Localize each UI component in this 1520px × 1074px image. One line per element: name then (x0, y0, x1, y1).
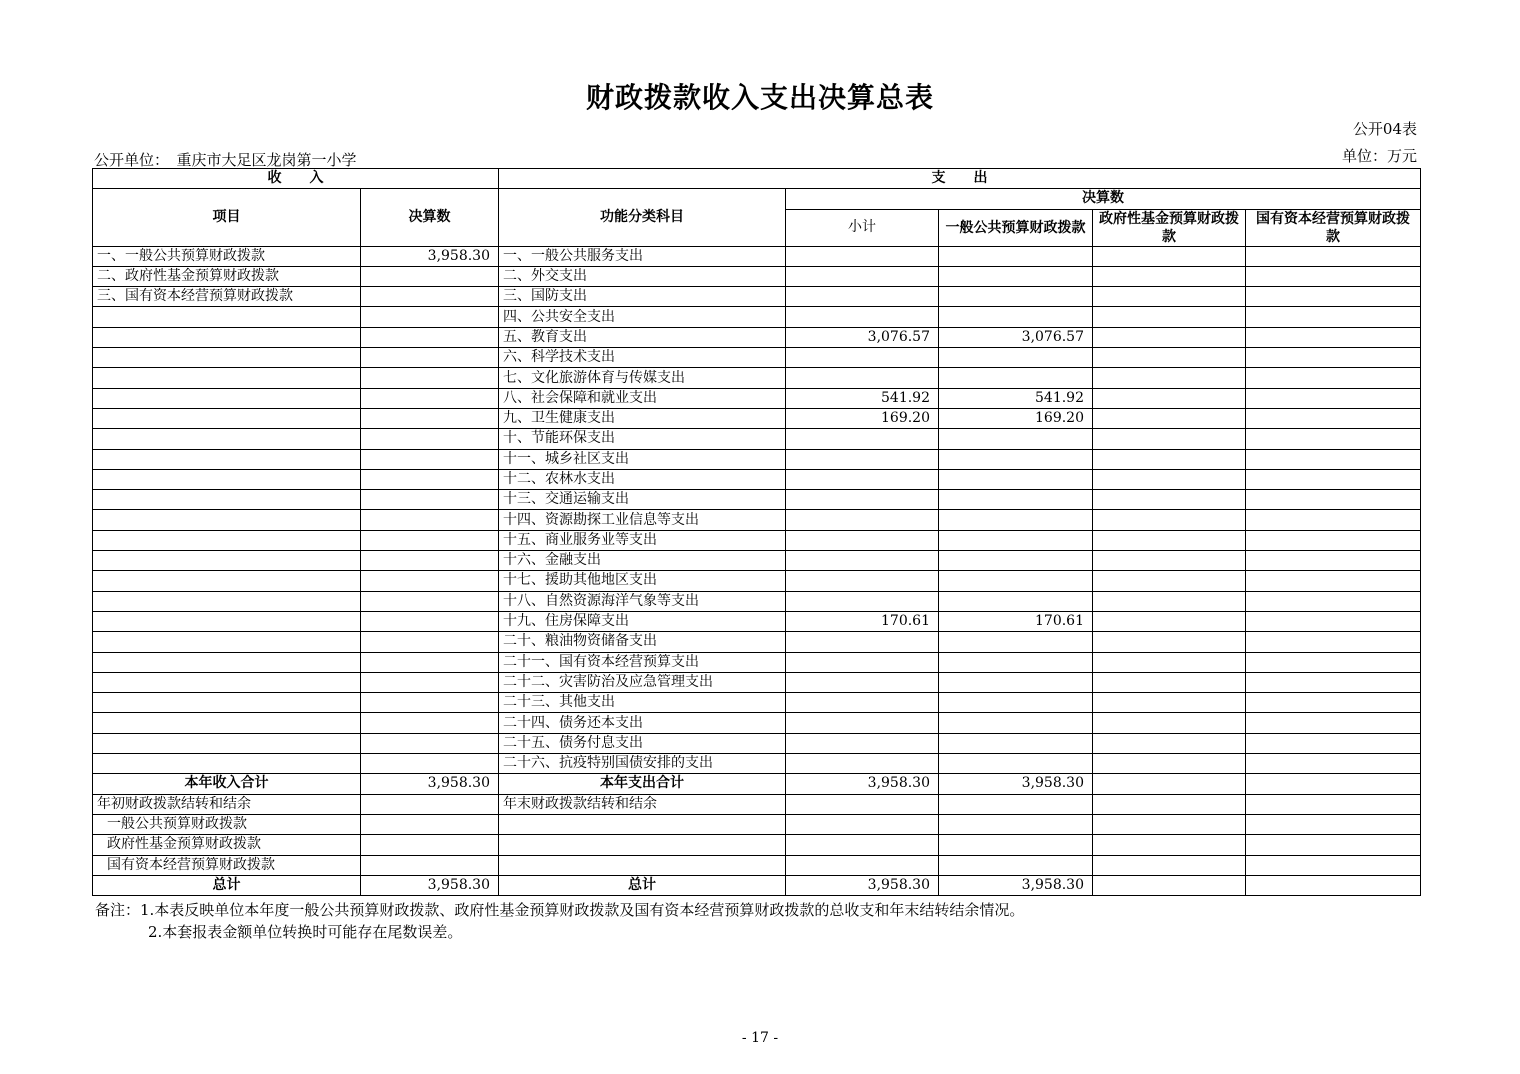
subtotal-cell (786, 348, 939, 368)
general-cell (939, 490, 1093, 510)
income-item (93, 530, 361, 550)
gov-fund-cell (1093, 591, 1246, 611)
state-capital-cell (1246, 429, 1421, 449)
gov-fund-cell (1093, 388, 1246, 408)
table-row (93, 388, 1421, 408)
subtotal-cell (786, 449, 939, 469)
gov-fund-header: 政府性基金预算财政拨款 (1093, 209, 1246, 246)
carry-begin-label: 年初财政拨款结转和结余 (93, 794, 361, 814)
state-capital-cell (1246, 652, 1421, 672)
income-amount (361, 693, 499, 713)
unit-label: 单位：万元 (1341, 147, 1417, 165)
subtotal-cell (786, 632, 939, 652)
gov-fund-cell (1093, 327, 1246, 347)
gov-fund-cell (1093, 672, 1246, 692)
table-row (93, 530, 1421, 550)
gov-fund-cell (1093, 348, 1246, 368)
func-item: 十八、自然资源海洋气象等支出 (499, 591, 786, 611)
carry-sub-row (93, 855, 1421, 875)
func-item: 六、科学技术支出 (499, 348, 786, 368)
state-capital-cell (1246, 246, 1421, 266)
income-amount: 3,958.30 (361, 246, 499, 266)
general-cell (939, 348, 1093, 368)
func-item: 二十一、国有资本经营预算支出 (499, 652, 786, 672)
table-row (93, 348, 1421, 368)
general-cell (939, 591, 1093, 611)
gov-fund-cell (1093, 551, 1246, 571)
general-cell (939, 713, 1093, 733)
subtotal-cell (786, 754, 939, 774)
state-capital-cell (1246, 327, 1421, 347)
func-item: 二十、粮油物资储备支出 (499, 632, 786, 652)
income-total-amount: 3,958.30 (361, 774, 499, 794)
income-amount (361, 408, 499, 428)
income-item (93, 510, 361, 530)
general-cell: 541.92 (939, 388, 1093, 408)
income-item (93, 388, 361, 408)
income-item (93, 307, 361, 327)
general-header: 一般公共预算财政拨款 (939, 209, 1093, 246)
grand-total-income-label: 总计 (93, 875, 361, 895)
notes (95, 899, 1024, 943)
state-capital-cell (1246, 713, 1421, 733)
income-amount (361, 632, 499, 652)
gov-fund-cell (1093, 266, 1246, 286)
income-amount (361, 591, 499, 611)
income-amount (361, 530, 499, 550)
func-item: 八、社会保障和就业支出 (499, 388, 786, 408)
state-capital-cell (1246, 672, 1421, 692)
state-capital-cell (1246, 733, 1421, 753)
income-amount (361, 307, 499, 327)
general-cell (939, 510, 1093, 530)
func-item: 二十六、抗疫特别国债安排的支出 (499, 754, 786, 774)
subtotal-cell (786, 652, 939, 672)
subtotal-cell (786, 672, 939, 692)
table-row (93, 246, 1421, 266)
table-row (93, 287, 1421, 307)
func-item: 七、文化旅游体育与传媒支出 (499, 368, 786, 388)
state-capital-cell (1246, 632, 1421, 652)
grand-total-income-amount: 3,958.30 (361, 875, 499, 895)
income-item (93, 368, 361, 388)
item-header: 项目 (93, 189, 361, 246)
state-capital-cell (1246, 571, 1421, 591)
func-item: 一、一般公共服务支出 (499, 246, 786, 266)
gov-fund-cell (1093, 632, 1246, 652)
func-item: 十九、住房保障支出 (499, 611, 786, 631)
table-row (93, 449, 1421, 469)
income-item (93, 408, 361, 428)
general-cell (939, 693, 1093, 713)
state-capital-cell (1246, 530, 1421, 550)
func-item: 十五、商业服务业等支出 (499, 530, 786, 550)
amount-group-header: 决算数 (786, 189, 1421, 209)
income-amount (361, 754, 499, 774)
carry-row (93, 794, 1421, 814)
func-item: 五、教育支出 (499, 327, 786, 347)
state-capital-cell (1246, 551, 1421, 571)
finance-table (92, 168, 1421, 896)
income-item (93, 551, 361, 571)
subtotal-cell (786, 287, 939, 307)
func-item: 二、外交支出 (499, 266, 786, 286)
general-cell (939, 266, 1093, 286)
income-item: 三、国有资本经营预算财政拨款 (93, 287, 361, 307)
note-1: 备注：1.本表反映单位本年度一般公共预算财政拨款、政府性基金预算财政拨款及国有资本经营预算财政拨款的总收支和年末结转结余情况。 (95, 901, 1025, 919)
state-capital-cell (1246, 368, 1421, 388)
func-item: 三、国防支出 (499, 287, 786, 307)
income-item (93, 327, 361, 347)
table-row (93, 490, 1421, 510)
grand-total-row (93, 875, 1421, 895)
func-item: 十三、交通运输支出 (499, 490, 786, 510)
general-cell (939, 571, 1093, 591)
grand-total-state-capital (1246, 875, 1421, 895)
table-row (93, 591, 1421, 611)
table-row (93, 510, 1421, 530)
state-capital-cell (1246, 307, 1421, 327)
income-amount (361, 611, 499, 631)
income-item (93, 632, 361, 652)
subtotal-cell: 170.61 (786, 611, 939, 631)
grand-total-expense-label: 总计 (499, 875, 786, 895)
income-amount (361, 571, 499, 591)
income-item (93, 591, 361, 611)
subtotal-cell (786, 266, 939, 286)
reporting-unit: 公开单位： 重庆市大足区龙岗第一小学 (94, 151, 357, 169)
table-row (93, 469, 1421, 489)
form-number: 公开04表 (1352, 120, 1417, 138)
gov-fund-cell (1093, 713, 1246, 733)
carry-sub-general: 一般公共预算财政拨款 (93, 814, 361, 834)
state-capital-cell (1246, 266, 1421, 286)
page-number: - 17 - (741, 1030, 779, 1046)
carry-sub-row (93, 835, 1421, 855)
table-row (93, 551, 1421, 571)
general-cell (939, 754, 1093, 774)
gov-fund-cell (1093, 469, 1246, 489)
table-row (93, 327, 1421, 347)
table-row (93, 429, 1421, 449)
state-capital-cell (1246, 449, 1421, 469)
income-item (93, 713, 361, 733)
gov-fund-cell (1093, 733, 1246, 753)
func-header: 功能分类科目 (499, 189, 786, 246)
subtotal-cell (786, 551, 939, 571)
gov-fund-cell (1093, 408, 1246, 428)
state-capital-cell (1246, 287, 1421, 307)
general-cell (939, 449, 1093, 469)
income-amount (361, 713, 499, 733)
state-capital-header: 国有资本经营预算财政拨款 (1246, 209, 1421, 246)
state-capital-cell (1246, 388, 1421, 408)
grand-total-general: 3,958.30 (939, 875, 1093, 895)
income-amount (361, 510, 499, 530)
func-item: 二十三、其他支出 (499, 693, 786, 713)
header-row-2 (93, 189, 1421, 209)
gov-fund-cell (1093, 693, 1246, 713)
grand-total-gov-fund (1093, 875, 1246, 895)
amount-header: 决算数 (361, 189, 499, 246)
income-amount (361, 449, 499, 469)
table-row (93, 713, 1421, 733)
table-row (93, 368, 1421, 388)
expense-total-general: 3,958.30 (939, 774, 1093, 794)
gov-fund-cell (1093, 611, 1246, 631)
general-cell (939, 551, 1093, 571)
expense-total-state-capital (1246, 774, 1421, 794)
func-item: 二十五、债务付息支出 (499, 733, 786, 753)
func-item: 十六、金融支出 (499, 551, 786, 571)
general-cell (939, 307, 1093, 327)
income-amount (361, 327, 499, 347)
income-amount (361, 287, 499, 307)
func-item: 十二、农林水支出 (499, 469, 786, 489)
func-item: 十一、城乡社区支出 (499, 449, 786, 469)
income-item (93, 652, 361, 672)
income-item (93, 693, 361, 713)
subtotal-cell (786, 693, 939, 713)
table-row (93, 733, 1421, 753)
state-capital-cell (1246, 693, 1421, 713)
gov-fund-cell (1093, 510, 1246, 530)
gov-fund-cell (1093, 490, 1246, 510)
income-amount (361, 368, 499, 388)
table-row (93, 652, 1421, 672)
table-row (93, 266, 1421, 286)
page-title: 财政拨款收入支出决算总表 (585, 81, 934, 114)
subtotal-cell: 169.20 (786, 408, 939, 428)
gov-fund-cell (1093, 246, 1246, 266)
income-amount (361, 551, 499, 571)
general-cell (939, 652, 1093, 672)
general-cell (939, 733, 1093, 753)
func-item: 十七、援助其他地区支出 (499, 571, 786, 591)
gov-fund-cell (1093, 287, 1246, 307)
income-item (93, 611, 361, 631)
general-cell (939, 672, 1093, 692)
carry-sub-row (93, 814, 1421, 834)
income-amount (361, 469, 499, 489)
income-item: 二、政府性基金预算财政拨款 (93, 266, 361, 286)
state-capital-cell (1246, 469, 1421, 489)
gov-fund-cell (1093, 368, 1246, 388)
table-row (93, 611, 1421, 631)
state-capital-cell (1246, 510, 1421, 530)
general-cell (939, 469, 1093, 489)
income-item (93, 490, 361, 510)
general-cell: 170.61 (939, 611, 1093, 631)
general-cell (939, 246, 1093, 266)
subtotal-cell (786, 490, 939, 510)
income-amount (361, 672, 499, 692)
income-total-label: 本年收入合计 (93, 774, 361, 794)
table-row (93, 693, 1421, 713)
table-row (93, 632, 1421, 652)
general-cell: 169.20 (939, 408, 1093, 428)
income-header: 收 入 (93, 169, 499, 189)
general-cell (939, 530, 1093, 550)
table-row (93, 754, 1421, 774)
income-amount (361, 348, 499, 368)
income-item: 一、一般公共预算财政拨款 (93, 246, 361, 266)
gov-fund-cell (1093, 307, 1246, 327)
income-item (93, 672, 361, 692)
income-amount (361, 388, 499, 408)
income-item (93, 733, 361, 753)
subtotal-cell (786, 591, 939, 611)
state-capital-cell (1246, 348, 1421, 368)
subtotal-cell (786, 246, 939, 266)
income-item (93, 348, 361, 368)
subtotal-cell (786, 469, 939, 489)
subtotal-cell (786, 368, 939, 388)
general-cell (939, 429, 1093, 449)
expense-total-subtotal: 3,958.30 (786, 774, 939, 794)
subtotal-cell (786, 307, 939, 327)
gov-fund-cell (1093, 754, 1246, 774)
note-2: 2.本套报表金额单位转换时可能存在尾数误差。 (148, 923, 463, 941)
subtotal-cell (786, 510, 939, 530)
income-item (93, 571, 361, 591)
table-row (93, 408, 1421, 428)
subtotal-header: 小计 (786, 209, 939, 246)
gov-fund-cell (1093, 652, 1246, 672)
subtotal-cell (786, 733, 939, 753)
func-item: 二十二、灾害防治及应急管理支出 (499, 672, 786, 692)
carry-sub-state-capital: 国有资本经营预算财政拨款 (93, 855, 361, 875)
func-item: 四、公共安全支出 (499, 307, 786, 327)
income-item (93, 469, 361, 489)
carry-sub-gov-fund: 政府性基金预算财政拨款 (93, 835, 361, 855)
income-amount (361, 733, 499, 753)
subtotal-cell: 541.92 (786, 388, 939, 408)
subtotal-cell (786, 571, 939, 591)
state-capital-cell (1246, 490, 1421, 510)
func-item: 二十四、债务还本支出 (499, 713, 786, 733)
func-item: 十四、资源勘探工业信息等支出 (499, 510, 786, 530)
table-row (93, 307, 1421, 327)
general-cell (939, 287, 1093, 307)
gov-fund-cell (1093, 571, 1246, 591)
income-item (93, 754, 361, 774)
general-cell: 3,076.57 (939, 327, 1093, 347)
general-cell (939, 632, 1093, 652)
gov-fund-cell (1093, 449, 1246, 469)
income-item (93, 449, 361, 469)
income-amount (361, 652, 499, 672)
subtotal-cell (786, 713, 939, 733)
gov-fund-cell (1093, 429, 1246, 449)
func-item: 十、节能环保支出 (499, 429, 786, 449)
func-item: 九、卫生健康支出 (499, 408, 786, 428)
state-capital-cell (1246, 754, 1421, 774)
expense-header: 支 出 (499, 169, 1421, 189)
state-capital-cell (1246, 408, 1421, 428)
table-row (93, 672, 1421, 692)
state-capital-cell (1246, 611, 1421, 631)
subtotal-cell (786, 530, 939, 550)
year-total-row (93, 774, 1421, 794)
state-capital-cell (1246, 591, 1421, 611)
expense-total-label: 本年支出合计 (499, 774, 786, 794)
header-row-1 (93, 169, 1421, 189)
subtotal-cell (786, 429, 939, 449)
income-item (93, 429, 361, 449)
carry-end-label: 年末财政拨款结转和结余 (499, 794, 786, 814)
table-row (93, 571, 1421, 591)
income-amount (361, 490, 499, 510)
general-cell (939, 368, 1093, 388)
gov-fund-cell (1093, 530, 1246, 550)
grand-total-subtotal: 3,958.30 (786, 875, 939, 895)
expense-total-gov-fund (1093, 774, 1246, 794)
income-amount (361, 266, 499, 286)
income-amount (361, 429, 499, 449)
subtotal-cell: 3,076.57 (786, 327, 939, 347)
